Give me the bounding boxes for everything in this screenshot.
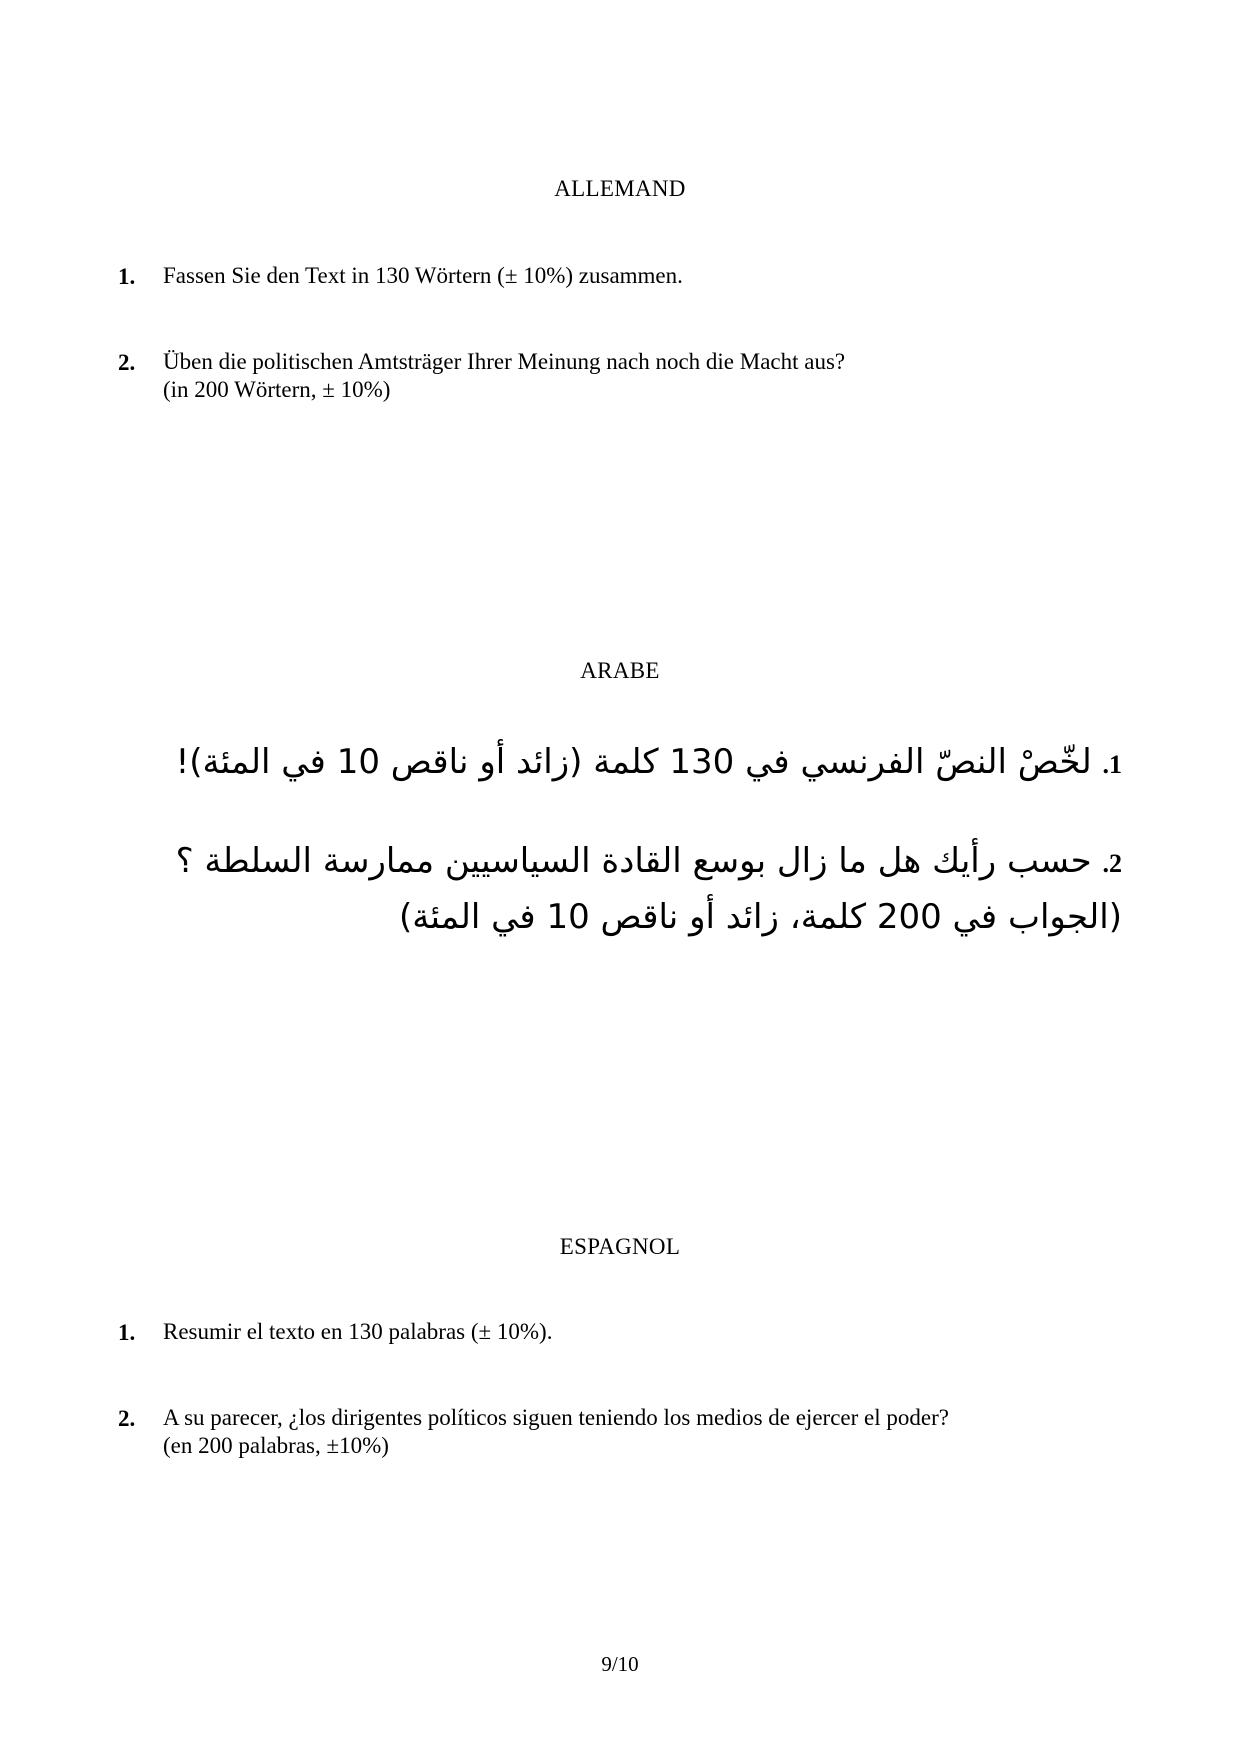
espagnol-q1-text bbox=[163, 1318, 552, 1346]
arabe-q1-text: لخّصْ النصّ الفرنسي في 130 كلمة (زائد أو ناقص 10 في المئة)! bbox=[175, 742, 1092, 782]
allemand-q1-text bbox=[163, 262, 683, 290]
espagnol-q2-line2: (en 200 palabras, ±10%) bbox=[163, 1433, 389, 1458]
allemand-q2-number: 2. bbox=[118, 350, 136, 375]
arabe-q2-number: 2. bbox=[1102, 849, 1122, 878]
section-title-arabe: ARABE bbox=[580, 658, 660, 683]
section-title-espagnol: ESPAGNOL bbox=[559, 1234, 681, 1259]
arabe-q1-number: 1. bbox=[1102, 750, 1122, 779]
arabe-q1-line bbox=[176, 742, 1122, 782]
arabe-q2-line1 bbox=[176, 841, 1122, 881]
allemand-q1-line: Fassen Sie den Text in 130 Wörtern (± 10%) zusammen. bbox=[163, 263, 683, 288]
espagnol-q1-number: 1. bbox=[118, 1320, 136, 1345]
espagnol-q2-text bbox=[163, 1404, 949, 1460]
allemand-q1-number: 1. bbox=[118, 264, 136, 289]
espagnol-q2-line1: A su parecer, ¿los dirigentes políticos siguen teniendo los medios de ejercer el poder? bbox=[163, 1405, 949, 1430]
arabe-q2-text-line1: حسب رأيك هل ما زال بوسع القادة السياسيين ممارسة السلطة ؟ bbox=[175, 841, 1092, 881]
allemand-q2-line1: Üben die politischen Amtsträger Ihrer Meinung nach noch die Macht aus? bbox=[163, 349, 846, 374]
allemand-q2-text bbox=[163, 348, 845, 404]
allemand-q2-line2: (in 200 Wörtern, ± 10%) bbox=[163, 377, 391, 402]
arabe-q2-text-line2: (الجواب في 200 كلمة، زائد أو ناقص 10 في المئة) bbox=[399, 897, 1122, 937]
espagnol-q2-number: 2. bbox=[118, 1406, 136, 1431]
espagnol-q1-line: Resumir el texto en 130 palabras (± 10%). bbox=[163, 1319, 553, 1344]
page-number: 9/10 bbox=[601, 1652, 639, 1676]
arabe-q2-line2 bbox=[399, 897, 1122, 937]
section-title-allemand: ALLEMAND bbox=[554, 176, 686, 201]
